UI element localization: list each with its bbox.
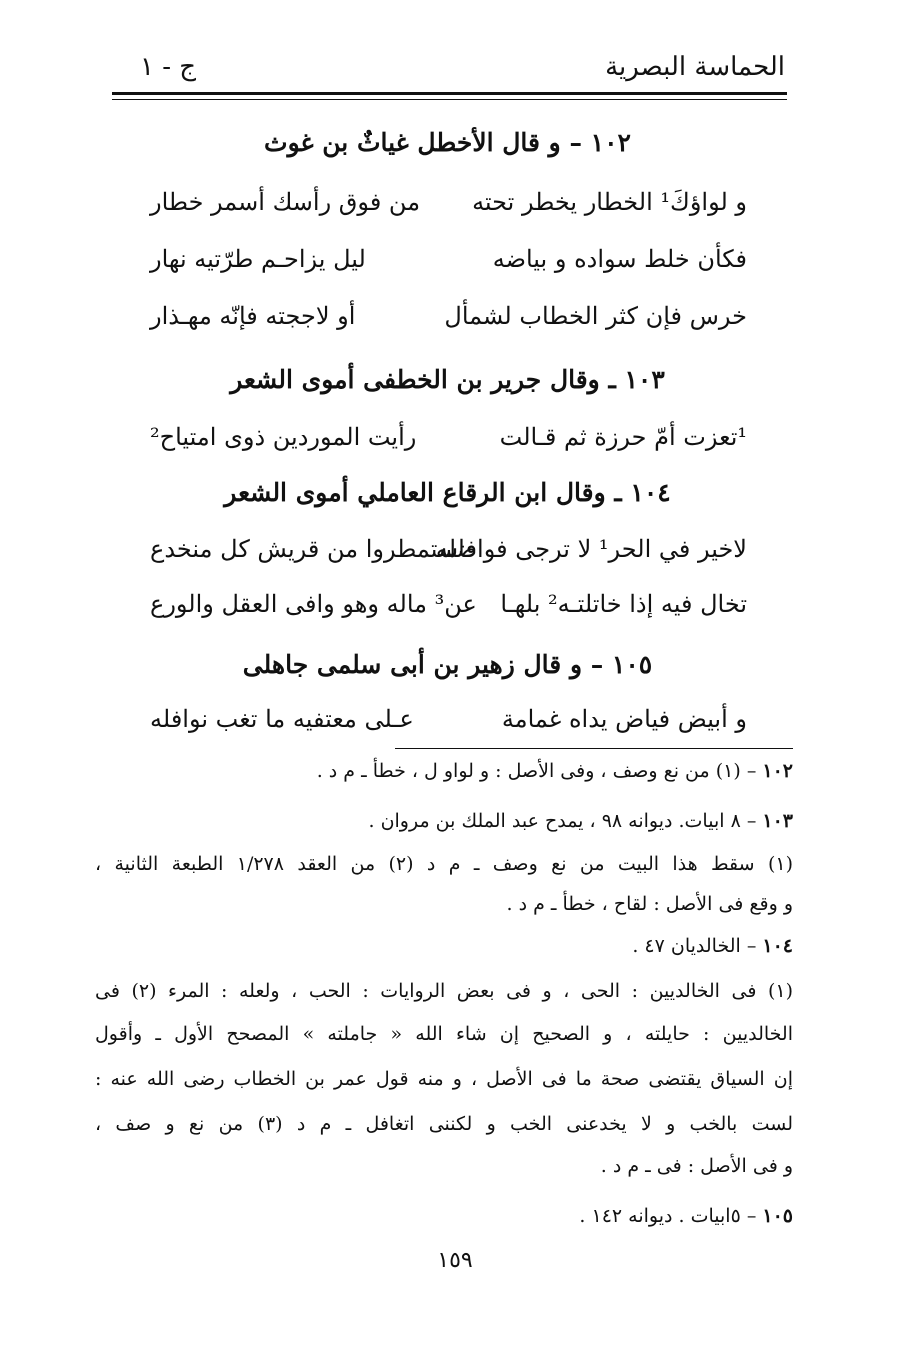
footnote-line: الخالديين : حايلته ، و الصحيح إن شاء الله « جاملته » المصحح الأول ـ وأقول (95, 1023, 793, 1045)
running-header (110, 52, 785, 92)
footnote-number: ١٠٣ (762, 810, 793, 832)
verse-first-hemistich: تخال فيه إذا خاتلتـه² بلهـا (500, 590, 747, 618)
verse-line (150, 535, 747, 575)
footnote-line: و وقع فى الأصل : لقاح ، خطأ ـ م د . (506, 893, 793, 915)
verse-line (150, 590, 747, 630)
verse-second-hemistich: رأيت الموردين ذوى امتياح² (150, 423, 417, 451)
footnote-number: ١٠٥ (762, 1205, 793, 1227)
verse-line (150, 245, 747, 285)
footnote-text: – ٥ابيات . ديوانه ١٤٢ . (579, 1205, 763, 1227)
footnote-line: و فى الأصل : فى ـ م د . (600, 1155, 793, 1177)
verse-second-hemistich: فاستمطروا من قريش كل منخدع (150, 535, 477, 563)
poem-heading: ١٠٤ ـ وقال ابن الرقاع العاملي أموى الشعر (224, 478, 671, 507)
header-rule-thick (112, 92, 787, 95)
page-number: ١٥٩ (437, 1248, 473, 1273)
book-title: الحماسة البصرية (605, 52, 785, 82)
footnote-line (95, 760, 793, 782)
footnote-number: ١٠٢ (762, 760, 793, 782)
verse-line (150, 423, 747, 463)
verse-first-hemistich: لاخير في الحر¹ لا ترجى فواضله (435, 535, 747, 563)
volume-label: ج - ١ (140, 52, 197, 82)
verse-line (150, 188, 747, 228)
footnote-text: – (١) من نع وصف ، وفى الأصل : و لواو ل ، خطأ ـ م د . (316, 760, 763, 782)
verse-first-hemistich: و لواؤكَ¹ الخطار يخطر تحته (472, 188, 747, 216)
footnote-line: (١) سقط هذا البيت من نع وصف ـ م د (٢) من العقد ١/٢٧٨ الطبعة الثانية ، (95, 853, 793, 875)
poem-heading: ١٠٣ ـ وقال جرير بن الخطفى أموى الشعر (230, 365, 665, 394)
footnote-text: – الخالديان ٤٧ . (632, 935, 763, 957)
footnote-line (95, 810, 793, 832)
footnote-line (95, 935, 793, 957)
footnote-line: إن السياق يقتضى صحة ما فى الأصل ، و منه قول عمر بن الخطاب رضى الله عنه : (95, 1068, 793, 1090)
header-rule-thin (112, 99, 787, 100)
verse-line (150, 302, 747, 342)
footnote-number: ١٠٤ (762, 935, 793, 957)
verse-first-hemistich: ¹تعزت أمّ حرزة ثم قـالت (499, 423, 747, 451)
verse-first-hemistich: فكأن خلط سواده و بياضه (492, 245, 747, 273)
footnote-text: – ٨ ابيات. ديوانه ٩٨ ، يمدح عبد الملك بن مروان . (368, 810, 763, 832)
verse-first-hemistich: خرس فإن كثر الخطاب لشمأل (444, 302, 747, 330)
verse-second-hemistich: ليل يزاحـم طرّتيه نهار (150, 245, 366, 273)
verse-second-hemistich: عـلى معتفيه ما تغب نوافله (150, 705, 414, 733)
verse-second-hemistich: أو لاججته فإنّه مهـذار (150, 302, 356, 330)
footnote-line (95, 1205, 793, 1227)
footnote-line: (١) فى الخالديين : الحى ، و فى بعض الروايات : الحب ، ولعله : المرء (٢) فى (95, 980, 793, 1002)
verse-first-hemistich: و أبيض فياض يداه غمامة (501, 705, 747, 733)
poem-heading: ١٠٥ – و قال زهير بن أبى سلمى جاهلى (242, 650, 653, 679)
verse-second-hemistich: من فوق رأسك أسمر خطار (150, 188, 421, 216)
poem-heading: ١٠٢ – و قال الأخطل غياثٌ بن غوث (264, 128, 631, 157)
verse-line (150, 705, 747, 745)
verse-second-hemistich: عن³ ماله وهو وافى العقل والورع (150, 590, 477, 618)
footnote-rule (395, 748, 793, 749)
footnote-line: لست بالخب و لا يخدعنى الخب و لكننى اتغافل ـ م د (٣) من نع و صف ، (95, 1113, 793, 1135)
